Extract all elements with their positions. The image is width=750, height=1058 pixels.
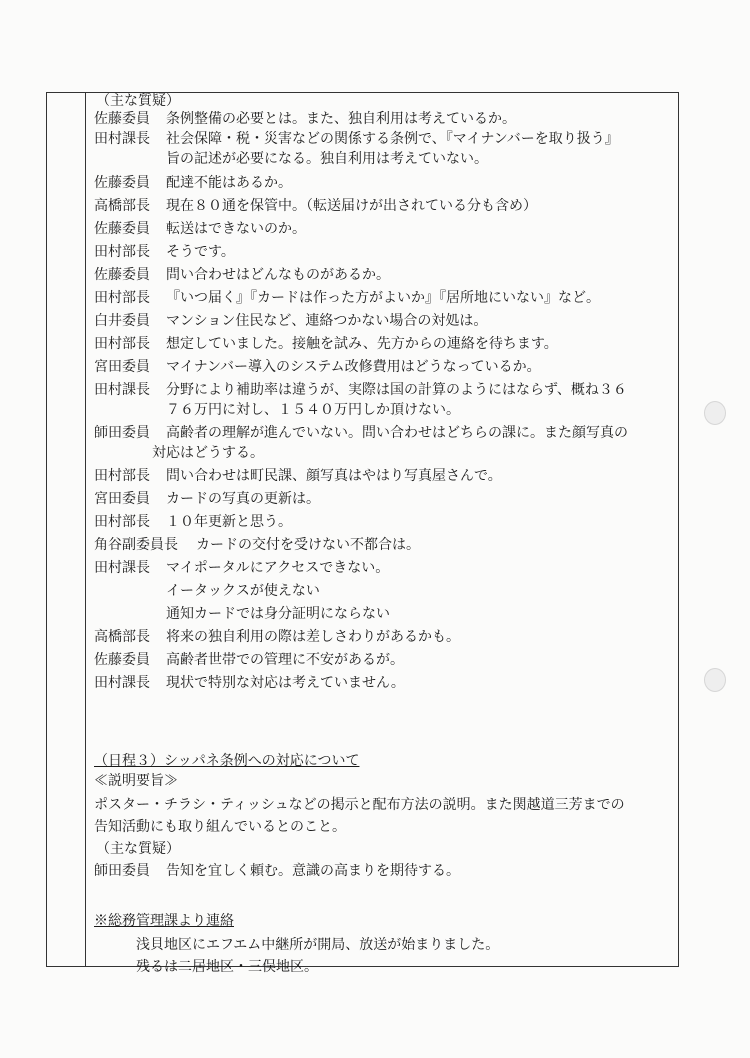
qa-text: 転送はできないのか。 bbox=[166, 221, 306, 237]
qa-text: 現状で特別な対応は考えていません。 bbox=[166, 675, 405, 691]
notice-text: 残るは二居地区・三俣地区。 bbox=[136, 959, 318, 975]
qa-text: カードの交付を受けない不都合は。 bbox=[196, 537, 420, 553]
qa-text: １０年更新と思う。 bbox=[166, 514, 292, 530]
qa-speaker: 佐藤委員 bbox=[94, 111, 150, 127]
punch-hole-bottom bbox=[704, 668, 726, 692]
qa-text: カードの写真の更新は。 bbox=[166, 491, 320, 507]
qa-speaker: 田村課長 bbox=[94, 131, 150, 147]
qa-heading: （主な質疑） bbox=[96, 841, 180, 857]
explanation-heading: ≪説明要旨≫ bbox=[94, 773, 178, 789]
qa-speaker: 田村部長 bbox=[94, 244, 150, 260]
qa-speaker: 白井委員 bbox=[94, 313, 150, 329]
qa-text: 将来の独自利用の際は差しさわりがあるかも。 bbox=[166, 629, 460, 645]
qa-text-continued: 通知カードでは身分証明にならない bbox=[166, 606, 390, 622]
punch-hole-top bbox=[704, 401, 726, 425]
schedule3-heading: （日程３）シッパネ条例への対応について bbox=[94, 753, 360, 769]
notice-heading: ※総務管理課より連絡 bbox=[94, 913, 234, 929]
qa-text: 社会保障・税・災害などの関係する条例で、『マイナンバーを取り扱う』 bbox=[166, 131, 619, 147]
qa-speaker: 角谷副委員長 bbox=[94, 537, 178, 553]
qa-speaker: 田村課長 bbox=[94, 560, 150, 576]
qa-speaker: 宮田委員 bbox=[94, 359, 150, 375]
qa-speaker: 師田委員 bbox=[94, 863, 150, 879]
explanation-text: 告知活動にも取り組んでいるとのこと。 bbox=[94, 819, 346, 835]
qa-speaker: 田村部長 bbox=[94, 290, 150, 306]
qa-text: 問い合わせは町民課、顔写真はやはり写真屋さんで。 bbox=[166, 468, 502, 484]
qa-text: 現在８０通を保管中。（転送届けが出されている分も含め） bbox=[166, 198, 537, 214]
qa-text: 条例整備の必要とは。また、独自利用は考えているか。 bbox=[166, 111, 516, 127]
qa-text: 配達不能はあるか。 bbox=[166, 175, 292, 191]
qa-speaker: 佐藤委員 bbox=[94, 175, 150, 191]
frame-column-divider bbox=[85, 92, 86, 967]
qa-heading: （主な質疑） bbox=[96, 93, 180, 109]
qa-speaker: 佐藤委員 bbox=[94, 267, 150, 283]
qa-speaker: 田村部長 bbox=[94, 514, 150, 530]
qa-speaker: 宮田委員 bbox=[94, 491, 150, 507]
qa-text: 高齢者の理解が進んでいない。問い合わせはどちらの課に。また顔写真の bbox=[166, 425, 628, 441]
explanation-text: ポスター・チラシ・ティッシュなどの掲示と配布方法の説明。また関越道三芳までの bbox=[94, 797, 625, 813]
qa-speaker: 田村課長 bbox=[94, 675, 150, 691]
qa-text: マイナンバー導入のシステム改修費用はどうなっているか。 bbox=[166, 359, 541, 375]
notice-text: 浅貝地区にエフエム中継所が開局、放送が始まりました。 bbox=[136, 937, 500, 953]
qa-speaker: 高橋部長 bbox=[94, 629, 150, 645]
qa-text: 告知を宜しく頼む。意識の高まりを期待する。 bbox=[166, 863, 460, 879]
qa-text: そうです。 bbox=[166, 244, 235, 260]
qa-text: マンション住民など、連絡つかない場合の対処は。 bbox=[166, 313, 488, 329]
qa-text: 問い合わせはどんなものがあるか。 bbox=[166, 267, 390, 283]
qa-text: 高齢者世帯での管理に不安があるが。 bbox=[166, 652, 404, 668]
qa-speaker: 師田委員 bbox=[94, 425, 150, 441]
qa-text: 『いつ届く』『カードは作った方がよいか』『居所地にいない』など。 bbox=[166, 290, 600, 306]
qa-text-continued: 旨の記述が必要になる。独自利用は考えていない。 bbox=[166, 151, 488, 167]
qa-text-continued: イータックスが使えない bbox=[166, 583, 320, 599]
qa-text-continued: 対応はどうする。 bbox=[152, 445, 264, 461]
qa-text: 分野により補助率は違うが、実際は国の計算のようにはならず、概ね３６ bbox=[166, 382, 627, 398]
qa-speaker: 田村部長 bbox=[94, 336, 150, 352]
qa-speaker: 佐藤委員 bbox=[94, 221, 150, 237]
qa-speaker: 田村部長 bbox=[94, 468, 150, 484]
qa-speaker: 高橋部長 bbox=[94, 198, 150, 214]
qa-speaker: 田村課長 bbox=[94, 382, 150, 398]
qa-text: 想定していました。接触を試み、先方からの連絡を待ちます。 bbox=[166, 336, 558, 352]
qa-speaker: 佐藤委員 bbox=[94, 652, 150, 668]
qa-text-continued: ７６万円に対し、１５４０万円しか頂けない。 bbox=[166, 402, 460, 418]
qa-text: マイポータルにアクセスできない。 bbox=[166, 560, 390, 576]
